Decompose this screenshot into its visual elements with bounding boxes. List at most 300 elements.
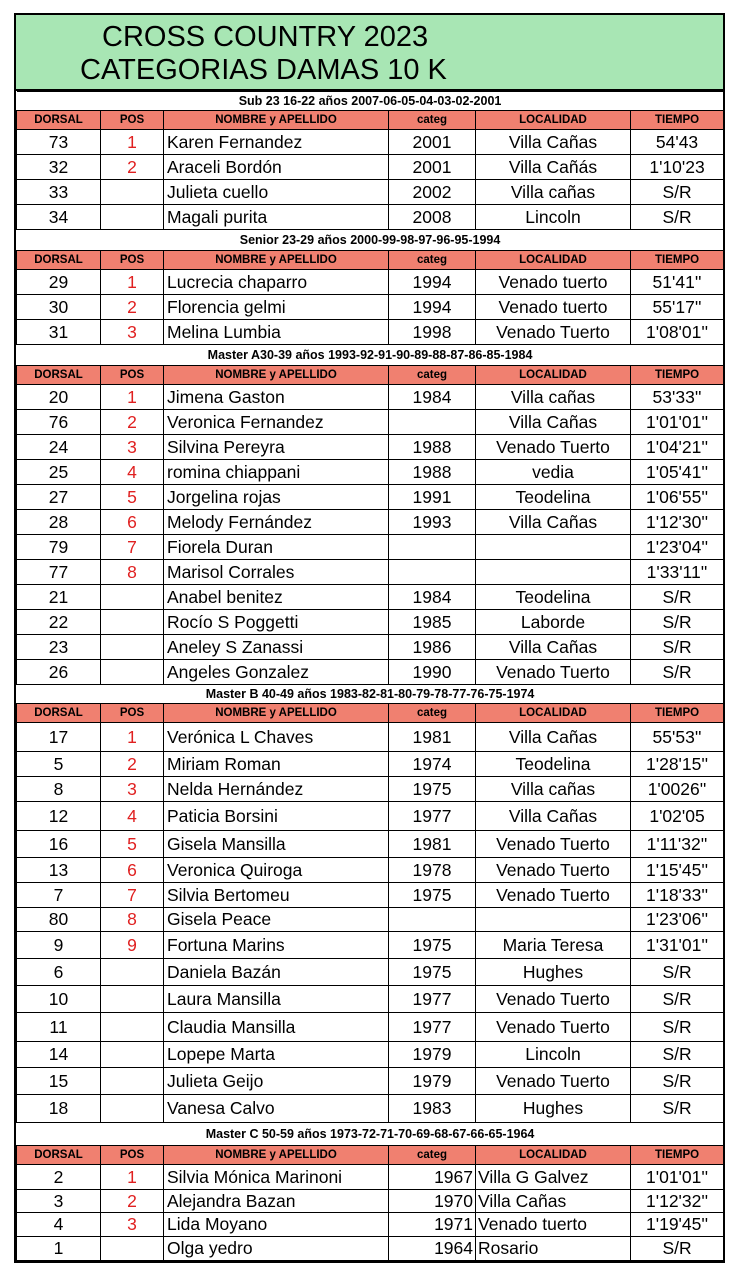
cell-dorsal: 13 [17, 858, 101, 883]
header-name: NOMBRE y APELLIDO [164, 704, 389, 723]
table-row [17, 660, 724, 685]
cell-year: 1974 [389, 752, 476, 777]
header-pos: POS [101, 704, 164, 723]
cell-name: Paticia Borsini [164, 802, 389, 831]
cell-time: S/R [631, 180, 724, 205]
cell-dorsal: 73 [17, 130, 101, 155]
cell-loc: Teodelina [476, 585, 631, 610]
cell-dorsal: 5 [17, 752, 101, 777]
table-row [17, 635, 724, 660]
cell-name: Alejandra Bazan [164, 1190, 389, 1213]
cell-pos: 2 [101, 155, 164, 180]
cell-loc: Villa cañas [476, 777, 631, 802]
cell-dorsal: 17 [17, 723, 101, 752]
table-row [17, 831, 724, 858]
cell-pos [101, 585, 164, 610]
cell-year: 2001 [389, 155, 476, 180]
header-loc: LOCALIDAD [476, 1146, 631, 1165]
header-time: TIEMPO [631, 366, 724, 385]
cell-loc: Villa Cañas [476, 510, 631, 535]
cell-loc: Villa cañas [476, 180, 631, 205]
cell-loc: Rosario [476, 1237, 631, 1261]
table-row [17, 723, 724, 752]
cell-name: Marisol Corrales [164, 560, 389, 585]
cell-time: 54'43 [631, 130, 724, 155]
cell-name: Araceli Bordón [164, 155, 389, 180]
cell-pos: 1 [101, 130, 164, 155]
cell-pos: 7 [101, 535, 164, 560]
cell-dorsal: 4 [17, 1213, 101, 1237]
cell-time: 1'31'01'' [631, 932, 724, 959]
cell-name: Magali purita [164, 205, 389, 230]
cell-year: 1978 [389, 858, 476, 883]
cell-year [389, 535, 476, 560]
table-row [17, 585, 724, 610]
cell-year: 1977 [389, 802, 476, 831]
table-row [17, 932, 724, 959]
cell-time: S/R [631, 1095, 724, 1123]
cell-dorsal: 23 [17, 635, 101, 660]
cell-dorsal: 21 [17, 585, 101, 610]
cell-loc: Hughes [476, 959, 631, 986]
cell-loc: Villa Cañas [476, 130, 631, 155]
cell-dorsal: 15 [17, 1068, 101, 1095]
cell-pos: 3 [101, 320, 164, 345]
cell-year: 1988 [389, 435, 476, 460]
cell-year: 1975 [389, 777, 476, 802]
header-row [17, 251, 724, 270]
cell-name: Lopepe Marta [164, 1042, 389, 1068]
table-row [17, 986, 724, 1013]
header-year: categ [389, 704, 476, 723]
header-name: NOMBRE y APELLIDO [164, 366, 389, 385]
cell-year: 1981 [389, 831, 476, 858]
cell-pos: 5 [101, 831, 164, 858]
cell-loc: Venado tuerto [476, 295, 631, 320]
cell-name: Melina Lumbia [164, 320, 389, 345]
cell-pos: 2 [101, 410, 164, 435]
header-loc: LOCALIDAD [476, 111, 631, 130]
table-row [17, 777, 724, 802]
cell-dorsal: 24 [17, 435, 101, 460]
cell-loc: Venado Tuerto [476, 1068, 631, 1095]
cell-pos [101, 180, 164, 205]
cell-loc: Villa G Galvez [476, 1165, 631, 1190]
table-row [17, 1095, 724, 1123]
cell-loc [476, 560, 631, 585]
header-row [17, 111, 724, 130]
cell-pos: 2 [101, 752, 164, 777]
cell-year: 1979 [389, 1042, 476, 1068]
cell-dorsal: 31 [17, 320, 101, 345]
cell-loc: Venado Tuerto [476, 986, 631, 1013]
cell-pos [101, 660, 164, 685]
cell-time: S/R [631, 585, 724, 610]
cell-name: Rocío S Poggetti [164, 610, 389, 635]
cell-name: Claudia Mansilla [164, 1013, 389, 1042]
cell-dorsal: 11 [17, 1013, 101, 1042]
cell-name: Jorgelina rojas [164, 485, 389, 510]
header-year: categ [389, 1146, 476, 1165]
cell-pos: 3 [101, 777, 164, 802]
cell-name: Silvina Pereyra [164, 435, 389, 460]
cell-time: S/R [631, 1042, 724, 1068]
cell-pos [101, 1013, 164, 1042]
cell-name: Verónica L Chaves [164, 723, 389, 752]
cell-name: Gisela Peace [164, 908, 389, 932]
cell-name: Julieta cuello [164, 180, 389, 205]
cell-dorsal: 26 [17, 660, 101, 685]
cell-name: Fiorela Duran [164, 535, 389, 560]
cell-loc [476, 908, 631, 932]
cell-dorsal: 32 [17, 155, 101, 180]
cell-loc: Venado Tuerto [476, 858, 631, 883]
cell-year: 1993 [389, 510, 476, 535]
header-loc: LOCALIDAD [476, 704, 631, 723]
cell-year: 1977 [389, 986, 476, 1013]
cell-pos [101, 1095, 164, 1123]
cell-time: 1'12'30'' [631, 510, 724, 535]
header-name: NOMBRE y APELLIDO [164, 111, 389, 130]
cell-name: Gisela Mansilla [164, 831, 389, 858]
cell-time: 1'10'23 [631, 155, 724, 180]
cell-name: Daniela Bazán [164, 959, 389, 986]
table-row [17, 1237, 724, 1261]
cell-name: Angeles Gonzalez [164, 660, 389, 685]
cell-pos: 1 [101, 270, 164, 295]
table-row [17, 858, 724, 883]
table-row [17, 752, 724, 777]
cell-dorsal: 29 [17, 270, 101, 295]
table-row [17, 802, 724, 831]
cell-time: 51'41'' [631, 270, 724, 295]
cell-time: 1'11'32'' [631, 831, 724, 858]
cell-loc: Venado Tuerto [476, 320, 631, 345]
cell-time: S/R [631, 986, 724, 1013]
cell-time: S/R [631, 1013, 724, 1042]
cell-year: 1986 [389, 635, 476, 660]
header-pos: POS [101, 366, 164, 385]
results-sheet [14, 13, 725, 1263]
cell-pos: 6 [101, 858, 164, 883]
header-dorsal: DORSAL [17, 366, 101, 385]
cell-time: S/R [631, 635, 724, 660]
cell-time: 1'12'32'' [631, 1190, 724, 1213]
table-row [17, 1190, 724, 1213]
table-row [17, 908, 724, 932]
cell-dorsal: 77 [17, 560, 101, 585]
header-year: categ [389, 366, 476, 385]
table-row [17, 180, 724, 205]
cell-pos [101, 959, 164, 986]
cell-loc: Venado Tuerto [476, 1013, 631, 1042]
cell-dorsal: 33 [17, 180, 101, 205]
cell-year: 1977 [389, 1013, 476, 1042]
results-table [16, 91, 724, 1261]
title-banner [16, 15, 723, 91]
cell-time: S/R [631, 205, 724, 230]
cell-dorsal: 8 [17, 777, 101, 802]
cell-time: 1'33'11'' [631, 560, 724, 585]
table-row [17, 130, 724, 155]
cell-year: 1964 [389, 1237, 476, 1261]
header-year: categ [389, 251, 476, 270]
cell-year: 1994 [389, 270, 476, 295]
cell-dorsal: 18 [17, 1095, 101, 1123]
table-row [17, 410, 724, 435]
cell-dorsal: 14 [17, 1042, 101, 1068]
cell-name: Lucrecia chaparro [164, 270, 389, 295]
cell-pos: 3 [101, 435, 164, 460]
cell-pos [101, 610, 164, 635]
cell-dorsal: 27 [17, 485, 101, 510]
section-title-row [17, 230, 724, 251]
cell-time: 1'08'01'' [631, 320, 724, 345]
cell-name: Veronica Quiroga [164, 858, 389, 883]
cell-time: 1'04'21'' [631, 435, 724, 460]
cell-loc: Villa Cañás [476, 155, 631, 180]
cell-year: 1984 [389, 385, 476, 410]
table-row [17, 959, 724, 986]
table-row [17, 883, 724, 908]
cell-time: S/R [631, 1068, 724, 1095]
cell-loc: Venado Tuerto [476, 831, 631, 858]
cell-year: 1988 [389, 460, 476, 485]
cell-dorsal: 25 [17, 460, 101, 485]
cell-pos [101, 1237, 164, 1261]
section-title: Master A30-39 años 1993-92-91-90-89-88-87-86-85-1984 [17, 345, 724, 366]
cell-loc: Venado Tuerto [476, 660, 631, 685]
cell-name: romina chiappani [164, 460, 389, 485]
cell-name: Veronica Fernandez [164, 410, 389, 435]
cell-pos: 3 [101, 1213, 164, 1237]
cell-pos [101, 205, 164, 230]
cell-year: 2008 [389, 205, 476, 230]
cell-name: Julieta Geijo [164, 1068, 389, 1095]
cell-dorsal: 3 [17, 1190, 101, 1213]
cell-year: 1991 [389, 485, 476, 510]
cell-time: 1'28'15'' [631, 752, 724, 777]
cell-name: Fortuna Marins [164, 932, 389, 959]
cell-time: 1'18'33'' [631, 883, 724, 908]
cell-name: Lida Moyano [164, 1213, 389, 1237]
cell-year: 2002 [389, 180, 476, 205]
header-dorsal: DORSAL [17, 251, 101, 270]
cell-dorsal: 7 [17, 883, 101, 908]
cell-dorsal: 20 [17, 385, 101, 410]
cell-year: 1975 [389, 959, 476, 986]
header-time: TIEMPO [631, 251, 724, 270]
cell-time: 1'01'01'' [631, 1165, 724, 1190]
cell-loc: Venado Tuerto [476, 883, 631, 908]
cell-loc [476, 535, 631, 560]
table-row [17, 385, 724, 410]
table-row [17, 295, 724, 320]
cell-dorsal: 16 [17, 831, 101, 858]
section-title-row [17, 685, 724, 704]
cell-year: 1983 [389, 1095, 476, 1123]
cell-time: S/R [631, 660, 724, 685]
cell-time: S/R [631, 610, 724, 635]
cell-pos: 6 [101, 510, 164, 535]
cell-loc: Venado Tuerto [476, 435, 631, 460]
section-title: Master B 40-49 años 1983-82-81-80-79-78-77-76-75-1974 [17, 685, 724, 704]
section-title: Master C 50-59 años 1973-72-71-70-69-68-67-66-65-1964 [17, 1123, 724, 1146]
cell-time: 1'0026'' [631, 777, 724, 802]
table-row [17, 435, 724, 460]
cell-time: 1'06'55'' [631, 485, 724, 510]
cell-time: 1'23'06'' [631, 908, 724, 932]
cell-dorsal: 34 [17, 205, 101, 230]
cell-name: Olga yedro [164, 1237, 389, 1261]
section-title-row [17, 92, 724, 111]
cell-time: 55'53'' [631, 723, 724, 752]
cell-loc: Villa cañas [476, 385, 631, 410]
table-row [17, 270, 724, 295]
cell-loc: Lincoln [476, 205, 631, 230]
cell-loc: Teodelina [476, 752, 631, 777]
cell-time: 53'33'' [631, 385, 724, 410]
cell-year: 1998 [389, 320, 476, 345]
cell-pos: 8 [101, 908, 164, 932]
cell-pos: 8 [101, 560, 164, 585]
cell-time: S/R [631, 959, 724, 986]
cell-name: Florencia gelmi [164, 295, 389, 320]
table-row [17, 1165, 724, 1190]
cell-name: Aneley S Zanassi [164, 635, 389, 660]
header-pos: POS [101, 1146, 164, 1165]
cell-name: Karen Fernandez [164, 130, 389, 155]
cell-pos [101, 635, 164, 660]
cell-pos: 5 [101, 485, 164, 510]
header-pos: POS [101, 251, 164, 270]
cell-loc: Villa Cañas [476, 1190, 631, 1213]
cell-name: Vanesa Calvo [164, 1095, 389, 1123]
cell-loc: Villa Cañas [476, 802, 631, 831]
table-row [17, 1042, 724, 1068]
header-year: categ [389, 111, 476, 130]
cell-name: Silvia Bertomeu [164, 883, 389, 908]
cell-dorsal: 10 [17, 986, 101, 1013]
header-time: TIEMPO [631, 704, 724, 723]
cell-time: 1'02'05 [631, 802, 724, 831]
cell-year: 1981 [389, 723, 476, 752]
cell-time: 1'15'45'' [631, 858, 724, 883]
cell-loc: Maria Teresa [476, 932, 631, 959]
cell-loc: Teodelina [476, 485, 631, 510]
cell-dorsal: 30 [17, 295, 101, 320]
cell-time: 1'19'45'' [631, 1213, 724, 1237]
cell-dorsal: 12 [17, 802, 101, 831]
cell-time: 1'23'04'' [631, 535, 724, 560]
table-row [17, 560, 724, 585]
table-row [17, 460, 724, 485]
header-dorsal: DORSAL [17, 1146, 101, 1165]
header-loc: LOCALIDAD [476, 366, 631, 385]
cell-name: Anabel benitez [164, 585, 389, 610]
table-row [17, 1213, 724, 1237]
cell-dorsal: 1 [17, 1237, 101, 1261]
cell-year [389, 908, 476, 932]
cell-loc: Laborde [476, 610, 631, 635]
header-name: NOMBRE y APELLIDO [164, 1146, 389, 1165]
cell-year: 2001 [389, 130, 476, 155]
header-loc: LOCALIDAD [476, 251, 631, 270]
table-row [17, 535, 724, 560]
cell-loc: Hughes [476, 1095, 631, 1123]
cell-time: 55'17'' [631, 295, 724, 320]
cell-time: S/R [631, 1237, 724, 1261]
cell-year: 1970 [389, 1190, 476, 1213]
header-name: NOMBRE y APELLIDO [164, 251, 389, 270]
section-title-row [17, 345, 724, 366]
cell-pos: 4 [101, 460, 164, 485]
cell-loc: Villa Cañas [476, 635, 631, 660]
cell-name: Nelda Hernández [164, 777, 389, 802]
cell-pos: 1 [101, 1165, 164, 1190]
table-row [17, 155, 724, 180]
cell-name: Silvia Mónica Marinoni [164, 1165, 389, 1190]
cell-year: 1984 [389, 585, 476, 610]
cell-dorsal: 79 [17, 535, 101, 560]
cell-year: 1985 [389, 610, 476, 635]
header-dorsal: DORSAL [17, 111, 101, 130]
cell-dorsal: 28 [17, 510, 101, 535]
cell-time: 1'01'01'' [631, 410, 724, 435]
cell-time: 1'05'41'' [631, 460, 724, 485]
cell-loc: Venado tuerto [476, 1213, 631, 1237]
cell-year: 1990 [389, 660, 476, 685]
cell-name: Miriam Roman [164, 752, 389, 777]
cell-pos: 9 [101, 932, 164, 959]
header-row [17, 366, 724, 385]
cell-pos: 4 [101, 802, 164, 831]
cell-year: 1979 [389, 1068, 476, 1095]
header-dorsal: DORSAL [17, 704, 101, 723]
cell-year [389, 410, 476, 435]
cell-year: 1994 [389, 295, 476, 320]
table-row [17, 485, 724, 510]
section-title-row [17, 1123, 724, 1146]
cell-pos: 1 [101, 385, 164, 410]
cell-pos [101, 986, 164, 1013]
cell-year: 1975 [389, 883, 476, 908]
table-row [17, 510, 724, 535]
cell-dorsal: 22 [17, 610, 101, 635]
title-line-2: CATEGORIAS DAMAS 10 K [80, 54, 447, 86]
cell-pos [101, 1068, 164, 1095]
cell-loc: vedia [476, 460, 631, 485]
cell-dorsal: 9 [17, 932, 101, 959]
cell-dorsal: 76 [17, 410, 101, 435]
cell-pos: 7 [101, 883, 164, 908]
cell-pos: 1 [101, 723, 164, 752]
cell-name: Jimena Gaston [164, 385, 389, 410]
cell-name: Laura Mansilla [164, 986, 389, 1013]
table-row [17, 1013, 724, 1042]
table-row [17, 320, 724, 345]
header-time: TIEMPO [631, 1146, 724, 1165]
table-row [17, 610, 724, 635]
cell-loc: Venado tuerto [476, 270, 631, 295]
section-title: Sub 23 16-22 años 2007-06-05-04-03-02-2001 [17, 92, 724, 111]
cell-pos [101, 1042, 164, 1068]
cell-year: 1967 [389, 1165, 476, 1190]
cell-loc: Lincoln [476, 1042, 631, 1068]
cell-dorsal: 2 [17, 1165, 101, 1190]
header-row [17, 1146, 724, 1165]
cell-dorsal: 6 [17, 959, 101, 986]
